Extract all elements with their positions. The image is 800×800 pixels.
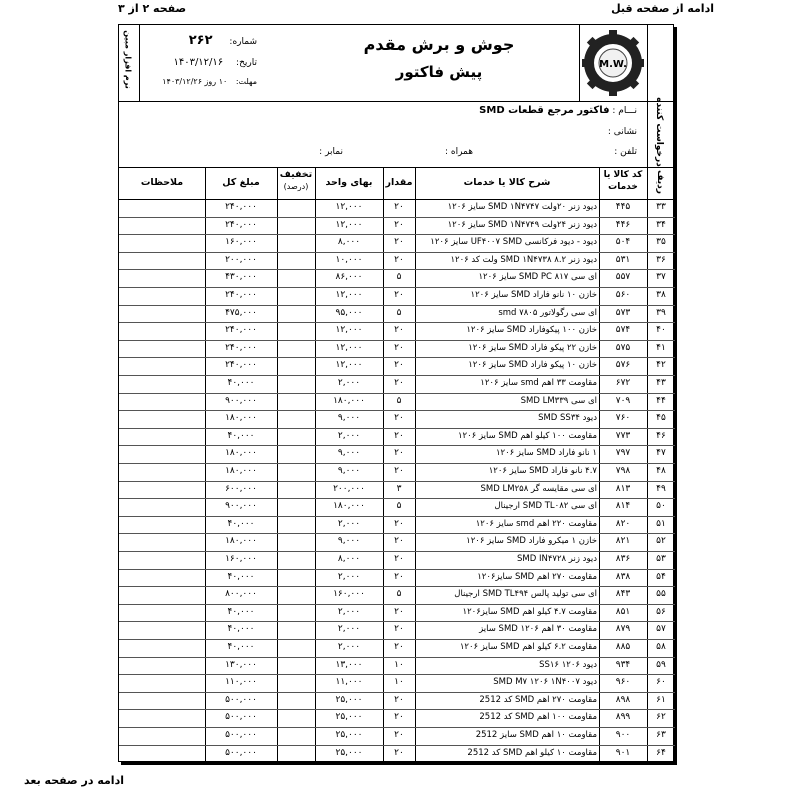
table-row — [119, 234, 675, 252]
cell-desc: ای سی مقایسه گر SMD LM۲۵۸ — [480, 483, 597, 494]
cell-qty: ۱۰ — [394, 677, 404, 688]
table-row — [119, 657, 675, 675]
table-row — [119, 481, 675, 499]
invoice-frame — [118, 24, 674, 762]
cell-row: ۵۱ — [656, 518, 666, 529]
cell-price: ۸۶,۰۰۰ — [335, 272, 363, 283]
cell-row: ۳۶ — [656, 254, 666, 265]
cell-qty: ۲۰ — [394, 606, 404, 617]
cell-code: ۷۹۷ — [615, 448, 631, 459]
deadline-label: مهلت: — [235, 77, 257, 86]
software-vertical-label: نرم افزار مبین — [123, 30, 133, 89]
cell-row: ۵۶ — [656, 606, 666, 617]
cell-code: ۵۳۱ — [615, 254, 631, 265]
table-row — [119, 727, 675, 745]
cell-code: ۵۷۳ — [615, 307, 631, 318]
cell-code: ۸۴۳ — [615, 589, 631, 600]
cell-qty: ۲۰ — [394, 254, 404, 265]
cell-total: ۲۴۰,۰۰۰ — [225, 202, 257, 212]
cell-row: ۶۰ — [656, 677, 666, 688]
cell-total: ۴۰,۰۰۰ — [227, 518, 255, 529]
col-discount — [277, 169, 315, 193]
cell-price: ۲۵,۰۰۰ — [335, 694, 363, 705]
cell-price: ۱۲,۰۰۰ — [335, 219, 363, 230]
cell-price: ۲,۰۰۰ — [337, 518, 361, 529]
cell-desc: مقاومت ۲۲۰ اهم smd سایز ۱۲۰۶ — [475, 518, 597, 529]
table-row — [119, 322, 675, 340]
cell-code: ۴۴۶ — [615, 219, 631, 230]
cell-price: ۸,۰۰۰ — [337, 237, 361, 248]
cell-price: ۱۲,۰۰۰ — [335, 202, 363, 212]
cell-code: ۸۷۹ — [615, 624, 631, 635]
name-label: نـــام : — [612, 106, 637, 116]
cell-total: ۱۶۰,۰۰۰ — [225, 237, 257, 248]
cell-total: ۱۸۰,۰۰۰ — [225, 413, 257, 424]
cell-qty: ۲۰ — [394, 712, 404, 723]
cell-qty: ۲۰ — [394, 466, 404, 476]
cell-desc: خازن ۱۰۰ پیکوفاراد SMD سایز ۱۲۰۶ — [466, 325, 597, 336]
cell-total: ۲۴۰,۰۰۰ — [225, 325, 257, 336]
table-row — [119, 375, 675, 393]
fax-label: نمابر : — [319, 147, 343, 157]
cell-price: ۸,۰۰۰ — [337, 554, 361, 564]
cell-desc: دیود زنر ۲۰ولت SMD ۱N۴۷۴۷ سایز ۱۲۰۶ — [447, 202, 597, 212]
cell-price: ۹,۰۰۰ — [337, 536, 361, 547]
cell-price: ۱۶۰,۰۰۰ — [333, 589, 365, 600]
cell-code: ۸۱۴ — [615, 501, 631, 512]
cell-qty: ۲۰ — [394, 554, 404, 564]
cell-desc: مقاومت ۴.۷ کیلو اهم SMD سایز۱۲۰۶ — [462, 606, 597, 617]
table-row — [119, 217, 675, 235]
cell-total: ۱۳۰,۰۰۰ — [225, 659, 257, 670]
cell-total: ۴۰,۰۰۰ — [227, 430, 255, 441]
cell-qty: ۵ — [396, 589, 402, 600]
cell-total: ۹۰۰,۰۰۰ — [225, 395, 257, 406]
cell-qty: ۵ — [396, 501, 402, 512]
cell-row: ۶۲ — [656, 712, 666, 723]
cell-price: ۱۳,۰۰۰ — [335, 659, 363, 670]
cell-total: ۴۷۵,۰۰۰ — [225, 307, 257, 318]
cell-qty: ۲۰ — [394, 642, 404, 652]
table-row — [119, 674, 675, 692]
cell-desc: مقاومت ۱۰ کیلو اهم SMD کد 2512 — [467, 747, 597, 758]
cell-price: ۱۲,۰۰۰ — [335, 290, 363, 300]
date-label: تاریخ: — [236, 58, 257, 68]
cell-row: ۵۲ — [656, 536, 666, 547]
cell-qty: ۲۰ — [394, 360, 404, 371]
cell-desc: ۱ نانو فاراد SMD سایز ۱۲۰۶ — [495, 448, 597, 459]
cell-qty: ۲۰ — [394, 747, 404, 758]
number-value: ۲۶۲ — [188, 33, 213, 48]
cell-desc: دیود SMD SS۳۴ — [538, 413, 597, 424]
cell-code: ۷۶۰ — [615, 413, 631, 424]
cell-qty: ۲۰ — [394, 624, 404, 635]
cell-qty: ۵ — [396, 395, 402, 406]
col-code: کد کالا یا خدمات — [603, 170, 643, 192]
cell-code: ۵۶۰ — [615, 290, 631, 300]
cell-row: ۵۸ — [656, 642, 666, 652]
cell-price: ۲۵,۰۰۰ — [335, 730, 363, 740]
cell-qty: ۲۰ — [394, 290, 404, 300]
cell-code: ۶۷۲ — [615, 378, 631, 388]
cell-row: ۳۴ — [656, 219, 666, 230]
cell-total: ۸۰۰,۰۰۰ — [225, 589, 257, 600]
cell-row: ۳۷ — [656, 272, 666, 283]
table-row — [119, 604, 675, 622]
customer-name-row — [479, 105, 637, 116]
page-number-label: صفحه ۲ از ۳ — [118, 2, 187, 15]
cell-row: ۵۷ — [656, 624, 666, 635]
cell-code: ۸۱۳ — [615, 483, 631, 494]
cell-price: ۱۲,۰۰۰ — [335, 360, 363, 371]
cell-desc: خازن ۱۰ پیکو فاراد SMD سایز ۱۲۰۶ — [468, 360, 597, 371]
cell-row: ۵۵ — [656, 589, 666, 600]
cell-total: ۴۰,۰۰۰ — [227, 571, 255, 582]
mobile-label: همراه : — [444, 147, 473, 157]
logo-text: M.W. — [599, 59, 627, 70]
cell-row: ۳۸ — [656, 290, 666, 300]
deadline-row — [147, 77, 257, 86]
cell-qty: ۲۰ — [394, 571, 404, 582]
cell-desc: ای سی SMD LM۳۳۹ — [520, 395, 597, 406]
cell-price: ۲,۰۰۰ — [337, 378, 361, 388]
cell-price: ۱۱,۰۰۰ — [335, 677, 363, 688]
cell-qty: ۲۰ — [394, 518, 404, 529]
cell-code: ۸۵۱ — [615, 606, 631, 617]
col-total: مبلغ کل — [222, 177, 260, 188]
cell-total: ۴۳۰,۰۰۰ — [225, 272, 257, 283]
cell-price: ۹,۰۰۰ — [337, 466, 361, 476]
cell-desc: مقاومت ۱۰۰ اهم SMD کد 2512 — [479, 712, 597, 723]
cell-qty: ۲۰ — [394, 237, 404, 248]
cell-row: ۶۳ — [656, 730, 666, 740]
cell-qty: ۵ — [396, 307, 402, 318]
cell-code: ۹۰۰ — [615, 730, 631, 740]
cell-row: ۳۹ — [656, 307, 666, 318]
table-row — [119, 586, 675, 604]
cell-qty: ۲۰ — [394, 325, 404, 336]
cell-total: ۱۸۰,۰۰۰ — [225, 536, 257, 547]
cell-qty: ۱۰ — [394, 659, 404, 670]
cell-desc: ای سی تولید پالس SMD TL۴۹۴ ارجینال — [454, 589, 597, 600]
cell-total: ۵۰۰,۰۰۰ — [225, 747, 257, 758]
company-title: جوش و برش مقدم — [363, 35, 515, 54]
cell-code: ۹۳۴ — [615, 659, 631, 670]
cell-qty: ۲۰ — [394, 536, 404, 547]
cell-row: ۵۹ — [656, 659, 666, 670]
cell-code: ۸۲۱ — [615, 536, 631, 547]
cell-desc: مقاومت ۶.۲ کیلو اهم SMD سایز ۱۲۰۶ — [459, 642, 597, 652]
company-logo — [582, 27, 644, 99]
cell-row: ۴۷ — [656, 448, 666, 459]
table-row — [119, 692, 675, 710]
cell-desc: دیود زنر SMD IN۴۷۲۸ — [516, 554, 597, 564]
cell-row: ۴۰ — [656, 325, 666, 336]
cell-code: ۹۶۰ — [615, 677, 631, 688]
cell-desc: دیود ۱۲۰۶ SS۱۶ — [539, 659, 597, 670]
cell-code: ۸۹۹ — [615, 712, 631, 723]
cell-code: ۷۷۳ — [615, 430, 631, 441]
cell-total: ۴۰,۰۰۰ — [227, 642, 255, 652]
table-row — [119, 199, 675, 217]
cell-total: ۱۸۰,۰۰۰ — [225, 466, 257, 476]
cell-qty: ۲۰ — [394, 448, 404, 459]
cell-desc: دیود زنر ۸.۲ SMD ۱N۴۷۳۸ ولت کد ۱۲۰۶ — [450, 254, 597, 265]
cell-row: ۳۵ — [656, 237, 666, 248]
cell-code: ۸۳۶ — [615, 554, 631, 564]
table-row — [119, 305, 675, 323]
cell-total: ۲۴۰,۰۰۰ — [225, 342, 257, 353]
col-discount-label: تخفیف — [279, 169, 313, 180]
cell-price: ۲,۰۰۰ — [337, 430, 361, 441]
col-qty: مقدار — [385, 177, 413, 188]
cell-desc: خازن ۱ میکرو فاراد SMD سایز ۱۲۰۶ — [466, 536, 597, 547]
document-type-title: پیش فاکتور — [395, 63, 483, 81]
cell-total: ۴۰,۰۰۰ — [227, 624, 255, 635]
cell-total: ۲۴۰,۰۰۰ — [225, 360, 257, 371]
cell-desc: مقاومت ۱۰۰ کیلو اهم SMD سایز ۱۲۰۶ — [457, 430, 597, 441]
cell-code: ۵۰۴ — [615, 237, 631, 248]
table-row — [119, 252, 675, 270]
cell-price: ۹,۰۰۰ — [337, 448, 361, 459]
cell-row: ۵۴ — [656, 571, 666, 582]
cell-desc: مقاومت ۲۷۰ اهم SMD کد 2512 — [479, 694, 597, 705]
cell-price: ۱۲,۰۰۰ — [335, 325, 363, 336]
table-row — [119, 428, 675, 446]
table-row — [119, 498, 675, 516]
table-row — [119, 357, 675, 375]
cell-qty: ۲۰ — [394, 430, 404, 441]
table-row — [119, 287, 675, 305]
col-row: ردیف — [655, 170, 665, 194]
cell-desc: ای سی SMD PC ۸۱۷ سایز ۱۲۰۶ — [478, 272, 597, 283]
cell-desc: دیود SMD M۷ ۱۲۰۶ ۱N۴۰۰۷ — [493, 677, 597, 688]
table-row — [119, 445, 675, 463]
col-notes: ملاحظات — [140, 177, 184, 188]
table-row — [119, 621, 675, 639]
col-desc: شرح کالا یا خدمات — [463, 177, 551, 188]
cell-total: ۵۰۰,۰۰۰ — [225, 712, 257, 723]
items-table-body — [119, 199, 675, 763]
cell-qty: ۲۰ — [394, 413, 404, 424]
cell-desc: ۴.۷ نانو فاراد SMD سایز ۱۲۰۶ — [488, 466, 597, 476]
cell-qty: ۳ — [396, 483, 402, 494]
cell-price: ۹۵,۰۰۰ — [335, 307, 363, 318]
cell-qty: ۲۰ — [394, 202, 404, 212]
table-row — [119, 516, 675, 534]
cell-qty: ۲۰ — [394, 219, 404, 230]
date-value: ۱۴۰۳/۱۲/۱۶ — [173, 57, 224, 68]
cell-qty: ۲۰ — [394, 342, 404, 353]
cell-row: ۴۹ — [656, 483, 666, 494]
cell-desc: خازن ۲۲ پیکو فاراد SMD سایز ۱۲۰۶ — [468, 342, 597, 353]
cell-row: ۴۵ — [656, 413, 666, 424]
col-unit-price: بهای واحد — [325, 177, 373, 188]
cell-row: ۴۳ — [656, 378, 666, 388]
cell-price: ۱۸۰,۰۰۰ — [333, 395, 365, 406]
cell-row: ۴۸ — [656, 466, 666, 476]
cell-total: ۱۸۰,۰۰۰ — [225, 448, 257, 459]
table-row — [119, 745, 675, 763]
cell-code: ۴۴۵ — [615, 202, 631, 212]
cell-desc: ای سی SMD TL۰۸۲ ارجینال — [494, 501, 597, 512]
cell-desc: مقاومت ۱۰ اهم SMD سایز 2512 — [475, 730, 597, 740]
table-row — [119, 709, 675, 727]
cell-row: ۶۴ — [656, 747, 666, 758]
cell-qty: ۲۰ — [394, 378, 404, 388]
date-row — [147, 57, 257, 68]
cell-code: ۷۹۸ — [615, 466, 631, 476]
cell-price: ۲۰۰,۰۰۰ — [333, 483, 365, 494]
cell-desc: مقاومت ۳۰ اهم ۱۲۰۶ SMD سایز — [479, 624, 597, 635]
address-label: نشانی : — [607, 127, 637, 137]
cell-desc: دیود - دیود فرکانسی UF۴۰۰۷ SMD سایز ۱۲۰۶ — [430, 237, 597, 248]
cell-desc: مقاومت ۲۷۰ اهم SMD سایز۱۲۰۶ — [477, 571, 597, 582]
cell-row: ۴۶ — [656, 430, 666, 441]
cell-price: ۱۰,۰۰۰ — [335, 254, 363, 265]
continued-from-label: ادامه از صفحه قبل — [611, 2, 714, 15]
table-row — [119, 393, 675, 411]
cell-desc: مقاومت ۳۳ اهم smd سایز ۱۲۰۶ — [480, 378, 597, 388]
cell-qty: ۲۰ — [394, 730, 404, 740]
cell-code: ۵۷۵ — [615, 342, 631, 353]
cell-price: ۲۵,۰۰۰ — [335, 712, 363, 723]
customer-name: فاکتور مرجع قطعات SMD — [479, 105, 610, 116]
cell-total: ۱۱۰,۰۰۰ — [225, 677, 257, 688]
cell-qty: ۵ — [396, 272, 402, 283]
cell-row: ۳۳ — [656, 202, 666, 212]
cell-price: ۲۵,۰۰۰ — [335, 747, 363, 758]
cell-code: ۸۳۸ — [615, 571, 631, 582]
table-row — [119, 269, 675, 287]
cell-total: ۲۰۰,۰۰۰ — [225, 254, 257, 265]
table-row — [119, 410, 675, 428]
cell-total: ۲۴۰,۰۰۰ — [225, 290, 257, 300]
table-row — [119, 569, 675, 587]
cell-total: ۹۰۰,۰۰۰ — [225, 501, 257, 512]
cell-price: ۱۸۰,۰۰۰ — [333, 501, 365, 512]
deadline-value: ۱۰ روز ۱۴۰۳/۱۲/۲۶ — [162, 77, 228, 86]
table-row — [119, 340, 675, 358]
cell-price: ۲,۰۰۰ — [337, 606, 361, 617]
cell-code: ۸۸۵ — [615, 642, 631, 652]
requester-vertical-label: درخواست کننده — [654, 97, 664, 167]
number-row — [147, 33, 257, 48]
table-row — [119, 551, 675, 569]
cell-total: ۱۶۰,۰۰۰ — [225, 554, 257, 564]
cell-code: ۷۰۹ — [615, 395, 631, 406]
cell-price: ۱۲,۰۰۰ — [335, 342, 363, 353]
cell-code: ۵۵۷ — [615, 272, 631, 283]
cell-row: ۴۴ — [656, 395, 666, 406]
cell-total: ۵۰۰,۰۰۰ — [225, 730, 257, 740]
cell-desc: خازن ۱۰ نانو فاراد SMD سایز ۱۲۰۶ — [470, 290, 597, 300]
cell-code: ۸۲۰ — [615, 518, 631, 529]
cell-desc: دیود زنر ۲۴ولت SMD ۱N۴۷۴۹ سایز ۱۲۰۶ — [447, 219, 597, 230]
cell-total: ۶۰۰,۰۰۰ — [225, 483, 257, 494]
cell-price: ۲,۰۰۰ — [337, 571, 361, 582]
cell-row: ۴۲ — [656, 360, 666, 371]
continued-next-label: ادامه در صفحه بعد — [24, 774, 124, 787]
phone-label: تلفن : — [614, 147, 637, 157]
cell-row: ۴۱ — [656, 342, 666, 353]
cell-price: ۹,۰۰۰ — [337, 413, 361, 424]
cell-code: ۹۰۱ — [615, 747, 631, 758]
cell-total: ۵۰۰,۰۰۰ — [225, 694, 257, 705]
cell-row: ۵۳ — [656, 554, 666, 564]
cell-code: ۵۷۶ — [615, 360, 631, 371]
cell-code: ۵۷۴ — [615, 325, 631, 336]
table-row — [119, 639, 675, 657]
cell-total: ۴۰,۰۰۰ — [227, 606, 255, 617]
cell-row: ۵۰ — [656, 501, 666, 512]
table-row — [119, 533, 675, 551]
cell-code: ۸۹۸ — [615, 694, 631, 705]
col-discount-sub: (درصد) — [283, 182, 309, 191]
cell-qty: ۲۰ — [394, 694, 404, 705]
number-label: شماره: — [229, 37, 257, 47]
cell-price: ۲,۰۰۰ — [337, 624, 361, 635]
cell-desc: ای سی رگولاتور smd ۷۸۰۵ — [498, 307, 597, 318]
cell-total: ۲۴۰,۰۰۰ — [225, 219, 257, 230]
cell-row: ۶۱ — [656, 694, 666, 705]
cell-price: ۲,۰۰۰ — [337, 642, 361, 652]
cell-total: ۴۰,۰۰۰ — [227, 378, 255, 388]
table-row — [119, 463, 675, 481]
